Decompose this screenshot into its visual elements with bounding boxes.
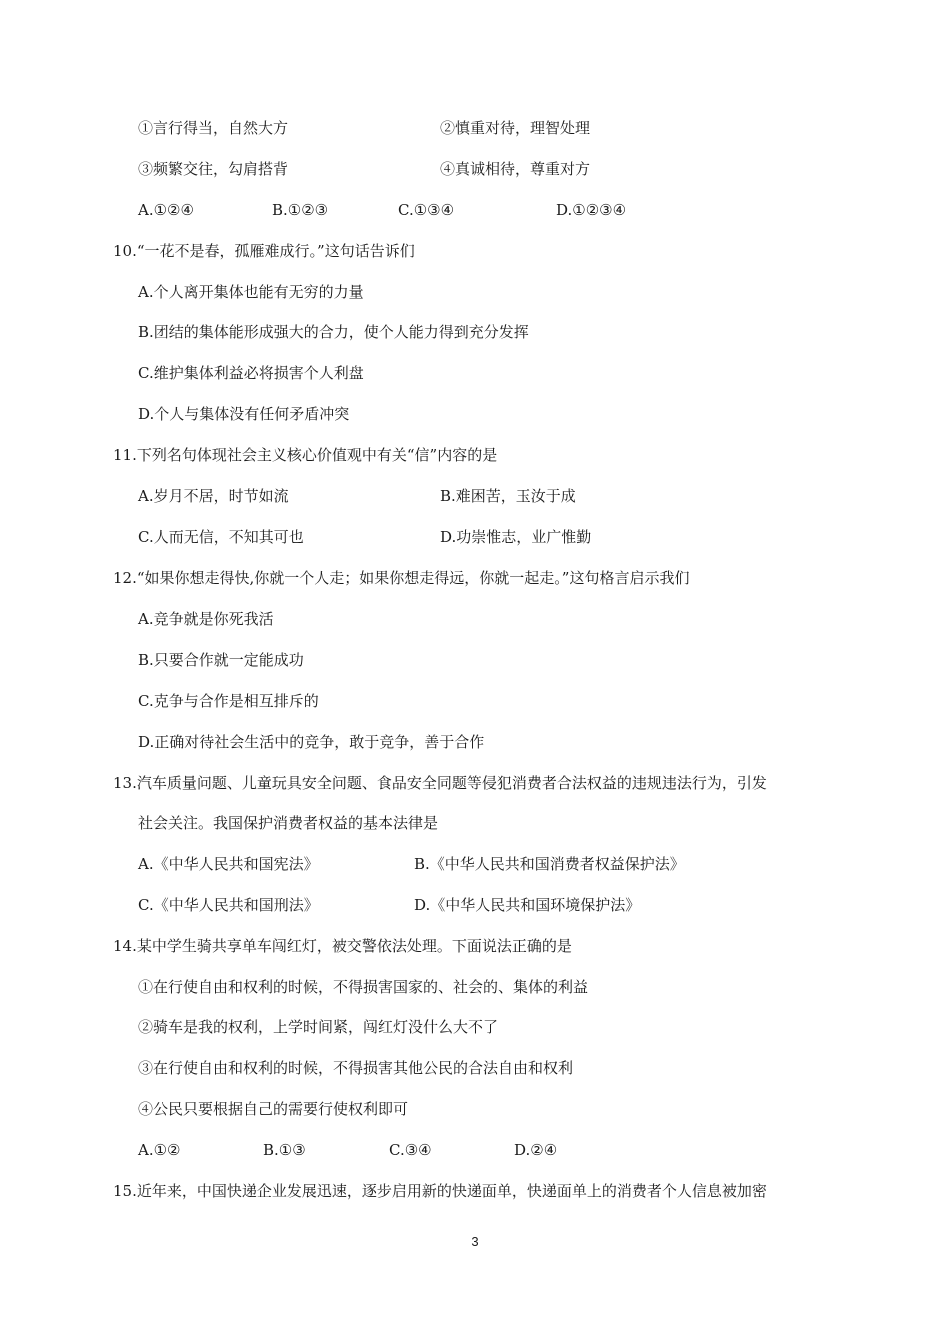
q9-option-3: ③频繁交往，勾肩搭背	[138, 160, 289, 178]
q9-choice-d: D.①②③④	[556, 201, 627, 219]
q14-choice-d: D.②④	[514, 1141, 558, 1159]
q14-statement-3: ③在行使自由和权利的时候，不得损害其他公民的合法自由和权利	[138, 1059, 574, 1077]
q12-stem: 12.“如果你想走得快,你就一个人走；如果你想走得远，你就一起走。”这句格言启示我们	[113, 569, 690, 587]
q11-option-c: C.人而无信，不知其可也	[138, 528, 304, 546]
q13-option-d: D.《中华人民共和国环境保护法》	[414, 896, 641, 914]
q11-stem: 11.下列名句体现社会主义核心价值观中有关“信”内容的是	[113, 446, 498, 464]
q12-option-b: B.只要合作就一定能成功	[138, 651, 304, 669]
q13-stem-line-1: 13.汽车质量问题、儿童玩具安全问题、食品安全同题等侵犯消费者合法权益的违规违法行为，引发	[113, 774, 767, 792]
q13-option-b: B.《中华人民共和国消费者权益保护法》	[414, 855, 685, 873]
q9-choice-c: C.①③④	[398, 201, 455, 219]
q11-option-d: D.功崇惟志，业广惟勤	[440, 528, 592, 546]
q14-statement-2: ②骑车是我的权利，上学时间紧，闯红灯没什么大不了	[138, 1018, 499, 1036]
q10-option-b: B.团结的集体能形成强大的合力，使个人能力得到充分发挥	[138, 323, 529, 341]
q10-option-c: C.维护集体利益必将损害个人利盘	[138, 364, 364, 382]
q9-option-2: ②慎重对待，理智处理	[440, 119, 591, 137]
q9-choice-a: A.①②④	[138, 201, 194, 219]
q11-option-a: A.岁月不居，时节如流	[138, 487, 289, 505]
q9-option-4: ④真诚相待，尊重对方	[440, 160, 591, 178]
q13-option-a: A.《中华人民共和国宪法》	[138, 855, 319, 873]
q12-option-d: D.正确对待社会生活中的竞争，敢于竞争，善于合作	[138, 733, 485, 751]
q14-stem: 14.某中学生骑共享单车闯红灯，被交警依法处理。下面说法正确的是	[113, 937, 572, 955]
q14-choice-c: C.③④	[389, 1141, 432, 1159]
q14-statement-4: ④公民只要根据自己的需要行使权利即可	[138, 1100, 409, 1118]
q9-option-1: ①言行得当，自然大方	[138, 119, 289, 137]
q14-statement-1: ①在行使自由和权利的时候，不得损害国家的、社会的、集体的利益	[138, 978, 589, 996]
q10-option-d: D.个人与集体没有任何矛盾冲突	[138, 405, 350, 423]
q13-stem-line-2: 社会关注。我国保护消费者权益的基本法律是	[138, 814, 439, 832]
q14-choice-b: B.①③	[263, 1141, 306, 1159]
q12-option-c: C.克争与合作是相互排斥的	[138, 692, 319, 710]
q9-choice-b: B.①②③	[272, 201, 329, 219]
q12-option-a: A.竞争就是你死我活	[138, 610, 274, 628]
q14-choice-a: A.①②	[138, 1141, 181, 1159]
q10-option-a: A.个人离开集体也能有无穷的力量	[138, 283, 364, 301]
q10-stem: 10.“一花不是春，孤雁难成行。”这句话告诉们	[113, 242, 415, 260]
q11-option-b: B.难困苦，玉汝于成	[440, 487, 576, 505]
page-number: 3	[471, 1234, 479, 1249]
q13-option-c: C.《中华人民共和国刑法》	[138, 896, 319, 914]
q15-stem: 15.近年来，中国快递企业发展迅速，逐步启用新的快递面单，快递面单上的消费者个人信息被加密	[113, 1182, 767, 1200]
